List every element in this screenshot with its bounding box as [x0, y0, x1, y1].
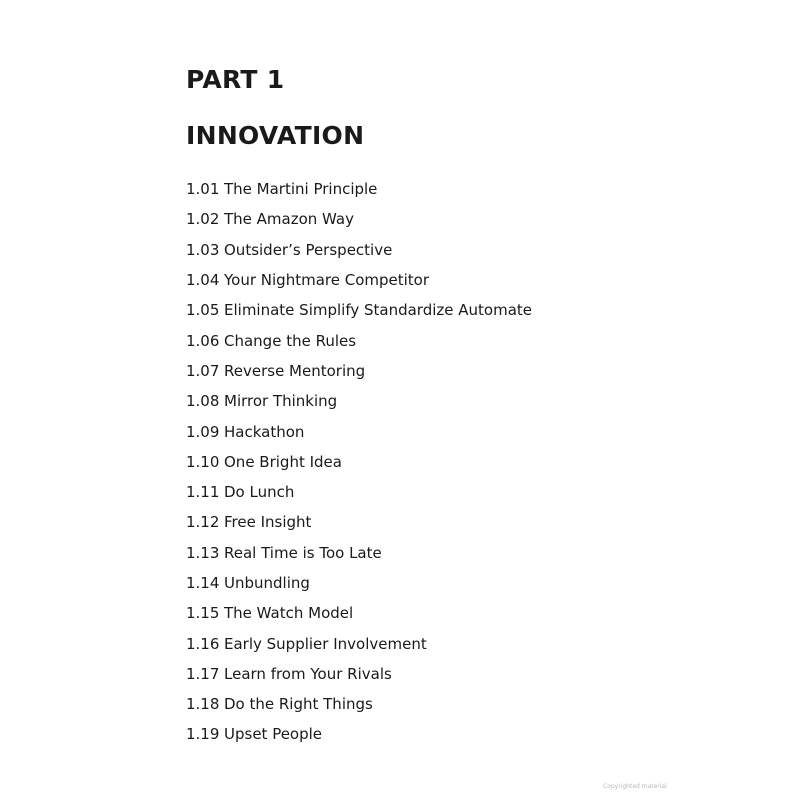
toc-item-number: 1.14 [186, 574, 220, 592]
toc-item-number: 1.19 [186, 725, 220, 744]
toc-item-title: Learn from Your Rivals [224, 664, 392, 683]
toc-item-number: 1.12 [186, 513, 220, 532]
part-heading: PART 1 [186, 65, 285, 94]
toc-item [186, 356, 532, 386]
toc-item-title: Do the Right Things [224, 695, 373, 714]
toc-item-number: 1.03 [186, 240, 220, 259]
toc-item [186, 386, 532, 416]
toc-item-title: Do Lunch [224, 483, 295, 502]
toc-item [186, 416, 532, 446]
toc-item-title: The Amazon Way [224, 210, 354, 229]
toc-item-title: Hackathon [224, 422, 305, 441]
toc-item-title: Real Time is Too Late [224, 543, 382, 562]
toc-item-title: Early Supplier Involvement [224, 634, 427, 653]
section-title: INNOVATION [186, 121, 365, 150]
toc-item-title: Upset People [224, 725, 323, 744]
toc-item [186, 538, 532, 568]
toc-item-title: Reverse Mentoring [224, 361, 366, 380]
toc-item-title: Eliminate Simplify Standardize Automate [224, 301, 533, 320]
toc-item-number: 1.13 [186, 543, 220, 562]
toc-item [186, 507, 532, 537]
toc-item-number: 1.17 [186, 664, 220, 683]
toc-item-title: The Watch Model [224, 604, 354, 623]
toc-item-number: 1.16 [186, 634, 220, 653]
toc-item [186, 477, 532, 507]
toc-item-title: The Martini Principle [224, 180, 378, 199]
toc-item-number: 1.15 [186, 604, 220, 623]
toc-item [186, 598, 532, 628]
toc-item [186, 568, 532, 598]
toc-item [186, 295, 532, 325]
toc-item-title: Outsider’s Perspective [224, 240, 393, 259]
toc-item-number: 1.09 [186, 422, 220, 441]
toc-item [186, 174, 532, 204]
toc-item [186, 447, 532, 477]
toc-item [186, 659, 532, 689]
copyright-watermark: Copyrighted material [603, 783, 667, 790]
toc-item-number: 1.10 [186, 452, 220, 471]
toc-item-number: 1.05 [186, 301, 220, 320]
toc-item-title: Change the Rules [224, 331, 357, 350]
toc-item [186, 204, 532, 234]
toc-item-title: Mirror Thinking [224, 392, 338, 411]
toc-item-title: Unbundling [224, 574, 310, 592]
toc-item [186, 265, 532, 295]
toc-item-number: 1.04 [186, 271, 220, 290]
toc-item-number: 1.02 [186, 210, 220, 229]
table-of-contents [186, 174, 532, 750]
toc-item [186, 235, 532, 265]
toc-item [186, 628, 532, 658]
toc-item [186, 719, 532, 749]
toc-item [186, 325, 532, 355]
toc-item-number: 1.08 [186, 392, 220, 411]
toc-item-title: Free Insight [224, 513, 312, 532]
toc-item-number: 1.18 [186, 695, 220, 714]
toc-item-title: One Bright Idea [224, 452, 342, 471]
toc-item-number: 1.11 [186, 483, 220, 502]
toc-item [186, 689, 532, 719]
toc-item-number: 1.07 [186, 361, 220, 380]
toc-item-number: 1.06 [186, 331, 220, 350]
toc-item-title: Your Nightmare Competitor [224, 271, 430, 290]
toc-item-number: 1.01 [186, 180, 220, 199]
